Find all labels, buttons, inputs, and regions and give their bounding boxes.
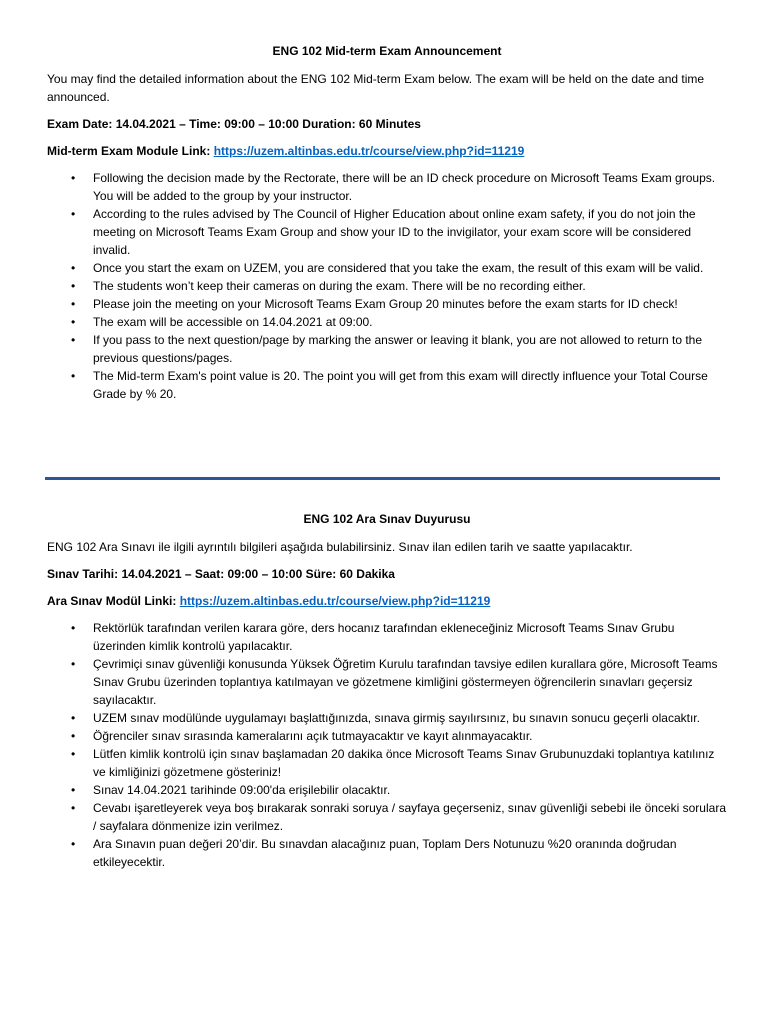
list-item: [71, 367, 727, 403]
list-item-text: If you pass to the next question/page by marking the answer or leaving it blank, you are not allowed to return to the previous questions/pages.: [93, 333, 703, 365]
module-link-line-tr: [47, 592, 727, 610]
bullet-icon: •: [71, 261, 76, 275]
bullet-icon: •: [71, 297, 76, 311]
rules-list-tr: [47, 619, 727, 871]
list-item-text: Once you start the exam on UZEM, you are considered that you take the exam, the result of this exam will be valid.: [93, 261, 704, 275]
list-item: [71, 205, 727, 259]
exam-date-line: Exam Date: 14.04.2021 – Time: 09:00 – 10:00 Duration: 60 Minutes: [47, 117, 421, 131]
list-item: [71, 169, 727, 205]
bullet-icon: •: [71, 369, 76, 383]
bullet-icon: •: [71, 747, 76, 761]
bullet-icon: •: [71, 621, 76, 635]
list-item: [71, 745, 727, 781]
list-item-text: Please join the meeting on your Microsoft Teams Exam Group 20 minutes before the exam starts for ID check!: [93, 297, 678, 311]
list-item-text: Rektörlük tarafından verilen karara göre, ders hocanız tarafından ekleneceğiniz Microsoft Teams Sınav Grubu üzerinden kimlik kontrolü yapılacaktır.: [93, 621, 675, 653]
list-item-text: Sınav 14.04.2021 tarihinde 09:00'da erişilebilir olacaktır.: [93, 783, 391, 797]
section-divider: [45, 477, 720, 480]
module-link-label-tr: Ara Sınav Modül Linki:: [47, 594, 180, 608]
bullet-icon: •: [71, 207, 76, 221]
page-title-tr: ENG 102 Ara Sınav Duyurusu: [303, 512, 471, 526]
list-item: [71, 799, 727, 835]
bullet-icon: •: [71, 333, 76, 347]
turkish-announcement: [47, 510, 727, 871]
module-link[interactable]: https://uzem.altinbas.edu.tr/course/view.php?id=11219: [213, 144, 525, 158]
list-item-text: Cevabı işaretleyerek veya boş bırakarak sonraki soruya / sayfaya geçerseniz, sınav güvenliği sebebi ile önceki sorulara / sayfalara dönmenize izin verilmez.: [93, 801, 726, 833]
list-item-text: The students won’t keep their cameras on during the exam. There will be no recording either.: [93, 279, 586, 293]
page-title: ENG 102 Mid-term Exam Announcement: [272, 44, 502, 58]
exam-date-line-tr: Sınav Tarihi: 14.04.2021 – Saat: 09:00 – 10:00 Süre: 60 Dakika: [47, 567, 395, 581]
list-item: [71, 835, 727, 871]
list-item-text: Following the decision made by the Rectorate, there will be an ID check procedure on Microsoft Teams Exam groups. You will be added to the group by your instructor.: [93, 171, 716, 203]
bullet-icon: •: [71, 171, 76, 185]
module-link-label: Mid-term Exam Module Link:: [47, 144, 214, 158]
list-item-text: The Mid-term Exam's point value is 20. The point you will get from this exam will directly influence your Total Course Grade by % 20.: [93, 369, 708, 401]
list-item-text: According to the rules advised by The Council of Higher Education about online exam safety, if you do not join the meeting on Microsoft Teams Exam Group and show your ID to the invigilator, your exam score will be considered invalid.: [93, 207, 696, 257]
bullet-icon: •: [71, 279, 76, 293]
bullet-icon: •: [71, 801, 76, 815]
bullet-icon: •: [71, 657, 76, 671]
list-item-text: UZEM sınav modülünde uygulamayı başlattığınızda, sınava girmiş sayılırsınız, bu sınavın sonucu geçerli olacaktır.: [93, 711, 700, 725]
list-item-text: Ara Sınavın puan değeri 20’dir. Bu sınavdan alacağınız puan, Toplam Ders Notunuzu %20 oranında doğrudan etkileyecektir.: [93, 837, 677, 869]
module-link-line: [47, 142, 727, 160]
bullet-icon: •: [71, 711, 76, 725]
intro-paragraph: You may find the detailed information about the ENG 102 Mid-term Exam below. The exam will be held on the date and time announced.: [47, 72, 705, 104]
list-item-text: The exam will be accessible on 14.04.2021 at 09:00.: [93, 315, 373, 329]
bullet-icon: •: [71, 315, 76, 329]
list-item: [71, 295, 727, 313]
list-item: [71, 619, 727, 655]
module-link-tr[interactable]: https://uzem.altinbas.edu.tr/course/view.php?id=11219: [179, 594, 491, 608]
list-item: [71, 313, 727, 331]
list-item: [71, 277, 727, 295]
list-item: [71, 655, 727, 709]
list-item: [71, 781, 727, 799]
list-item-text: Lütfen kimlik kontrolü için sınav başlamadan 20 dakika önce Microsoft Teams Sınav Grubunuzdaki toplantıya katılınız ve kimliğinizi gözetmene gösteriniz!: [93, 747, 715, 779]
bullet-icon: •: [71, 729, 76, 743]
list-item: [71, 259, 727, 277]
intro-paragraph-tr: ENG 102 Ara Sınavı ile ilgili ayrıntılı bilgileri aşağıda bulabilirsiniz. Sınav ilan edilen tarih ve saatte yapılacaktır.: [47, 540, 633, 554]
english-announcement: [47, 42, 727, 403]
bullet-icon: •: [71, 837, 76, 851]
list-item: [71, 709, 727, 727]
list-item: [71, 331, 727, 367]
bullet-icon: •: [71, 783, 76, 797]
rules-list: [47, 169, 727, 403]
list-item-text: Öğrenciler sınav sırasında kameralarını açık tutmayacaktır ve kayıt alınmayacaktır.: [93, 729, 533, 743]
list-item-text: Çevrimiçi sınav güvenliği konusunda Yüksek Öğretim Kurulu tarafından tavsiye edilen kurallara göre, Microsoft Teams Sınav Grubu üzerinden toplantıya katılmayan ve gözetmene kimliğini göstermeyen öğrencilerin sınavları geçersiz sayılacaktır.: [93, 657, 718, 707]
list-item: [71, 727, 727, 745]
